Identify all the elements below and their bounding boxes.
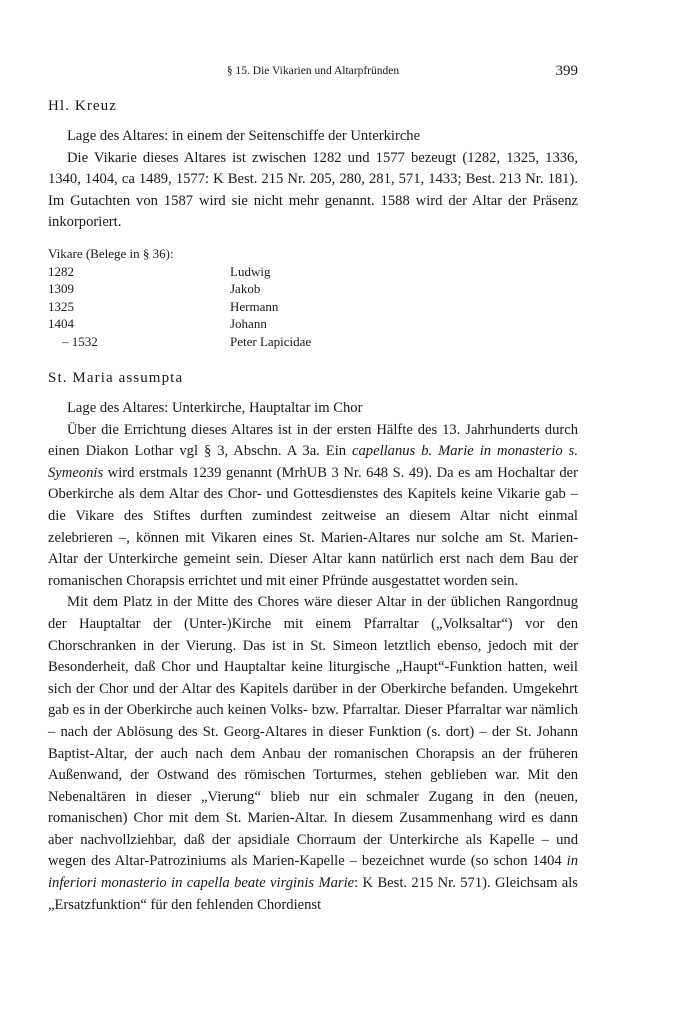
vikar-year: 1325 xyxy=(48,298,74,314)
text-run: Mit dem Platz in der Mitte des Chores wäre dieser Altar in der üblichen Rangordnug der Hauptaltar der (Unter-)Kirche mit einem Pfarraltar („Volksaltar“) vor den Chorschranken in der Vierung. Das ist in St. Simeon letztlich ebenso, jedoch mit der Besonderheit, daß Chor und Hauptaltar keine liturgische „Haupt“-Funktion hatten, weil sich der Chor und der Altar des Kapitels darüber in der Oberkirche befanden. Umgekehrt gab es in der Oberkirche auch keinen Volks- bzw. Pfarraltar. Dieser Pfarraltar war nämlich – nach der Ablösung des St. Georg-Altares in dieser Funktion (s. dort) – der St. Johann Baptist-Altar, der auch nach dem Anbau der romanischen Chorapsis an der früheren Außenwand, der Ostwand des römischen Torturmes, stehen geblieben war. Mit den Nebenaltären in dieser „Vierung“ blieb nur ein schmaler Zugang in den (neuen, romanischen) Chor mit dem St. Marien-Altar. In diesem Zusammenhang wird es dann aber nachvollziehbar, daß der apsidiale Chorraum der Unterkirche als Kapelle – und wegen des Altar-Patroziniums als Marien-Kapelle – bezeichnet wurde (so schon 1404 xyxy=(48,594,578,870)
list-item xyxy=(48,333,578,351)
vikare-heading: Vikare (Belege in § 36): xyxy=(48,245,174,261)
list-item xyxy=(48,263,578,281)
section-title: Hl. Kreuz xyxy=(48,98,118,114)
vikar-year: 1404 xyxy=(48,316,74,332)
paragraph xyxy=(48,420,578,593)
list-item xyxy=(48,315,578,333)
paragraph xyxy=(48,592,578,916)
list-item xyxy=(48,280,578,298)
vikar-year: 1282 xyxy=(48,263,74,279)
section-maria-assumpta xyxy=(48,368,578,916)
text-run: : K Best. 215 Nr. 571). Gleichsam als „Ersatzfunktion“ für den fehlenden Chordienst xyxy=(48,875,578,913)
vikar-name: Peter Lapicidae xyxy=(230,333,312,349)
list-item xyxy=(48,298,578,316)
latin-quote: in inferiori monasterio in capella beate virginis Marie xyxy=(48,853,578,892)
vikar-name: Johann xyxy=(230,316,267,332)
vikare-list xyxy=(48,245,578,351)
latin-quote: capellanus b. Marie in monasterio s. Symeonis xyxy=(48,443,579,481)
paragraph: Lage des Altares: in einem der Seitenschiffe der Unterkirche xyxy=(67,128,421,144)
vikar-year: – 1532 xyxy=(62,333,98,349)
running-title: § 15. Die Vikarien und Altarpfründen xyxy=(226,65,400,77)
section-heilig-kreuz xyxy=(48,96,578,351)
text-run: wird erstmals 1239 genannt (MrhUB 3 Nr. 648 S. 49). Da es am Hochaltar der Oberkirche als dem Altar des Chor- und Gottesdienstes des Kapitels keine Vikarie gab – die Vikare des Stiftes durften zumindest zeitweise an diesem Altar nicht einmal zelebrieren –, können mit Vikaren eines St. Marien-Altares nur solche am St. Marien-Altar der Unterkirche gemeint sein. Dieser Altar kann natürlich erst nach dem Bau der romanischen Chorapsis errichtet und mit einer Pfründe ausgestattet worden sein. xyxy=(48,464,578,589)
vikar-name: Ludwig xyxy=(230,263,271,279)
section-title: St. Maria assumpta xyxy=(48,370,184,386)
vikar-name: Jakob xyxy=(230,281,261,297)
vikar-year: 1309 xyxy=(48,281,74,297)
paragraph: Lage des Altares: Unterkirche, Hauptaltar im Chor xyxy=(67,400,363,416)
vikar-name: Hermann xyxy=(230,298,279,314)
running-head xyxy=(48,63,578,83)
paragraph: Die Vikarie dieses Altares ist zwischen 1282 und 1577 bezeugt (1282, 1325, 1336, 1340, 1404, ca 1489, 1577: K Best. 215 Nr. 205, 280, 281, 571, 1433; Best. 213 Nr. 181). Im Gutachten von 1587 wird sie nicht mehr genannt. 1588 wird der Altar der Präsenz inkorporiert. xyxy=(48,149,578,231)
text-run: Über die Errichtung dieses Altares ist in der ersten Hälfte des 13. Jahrhunderts durch einen Diakon Lothar vgl § 3, Abschn. A 3a. Ein xyxy=(48,421,578,460)
page-number: 399 xyxy=(555,63,578,79)
